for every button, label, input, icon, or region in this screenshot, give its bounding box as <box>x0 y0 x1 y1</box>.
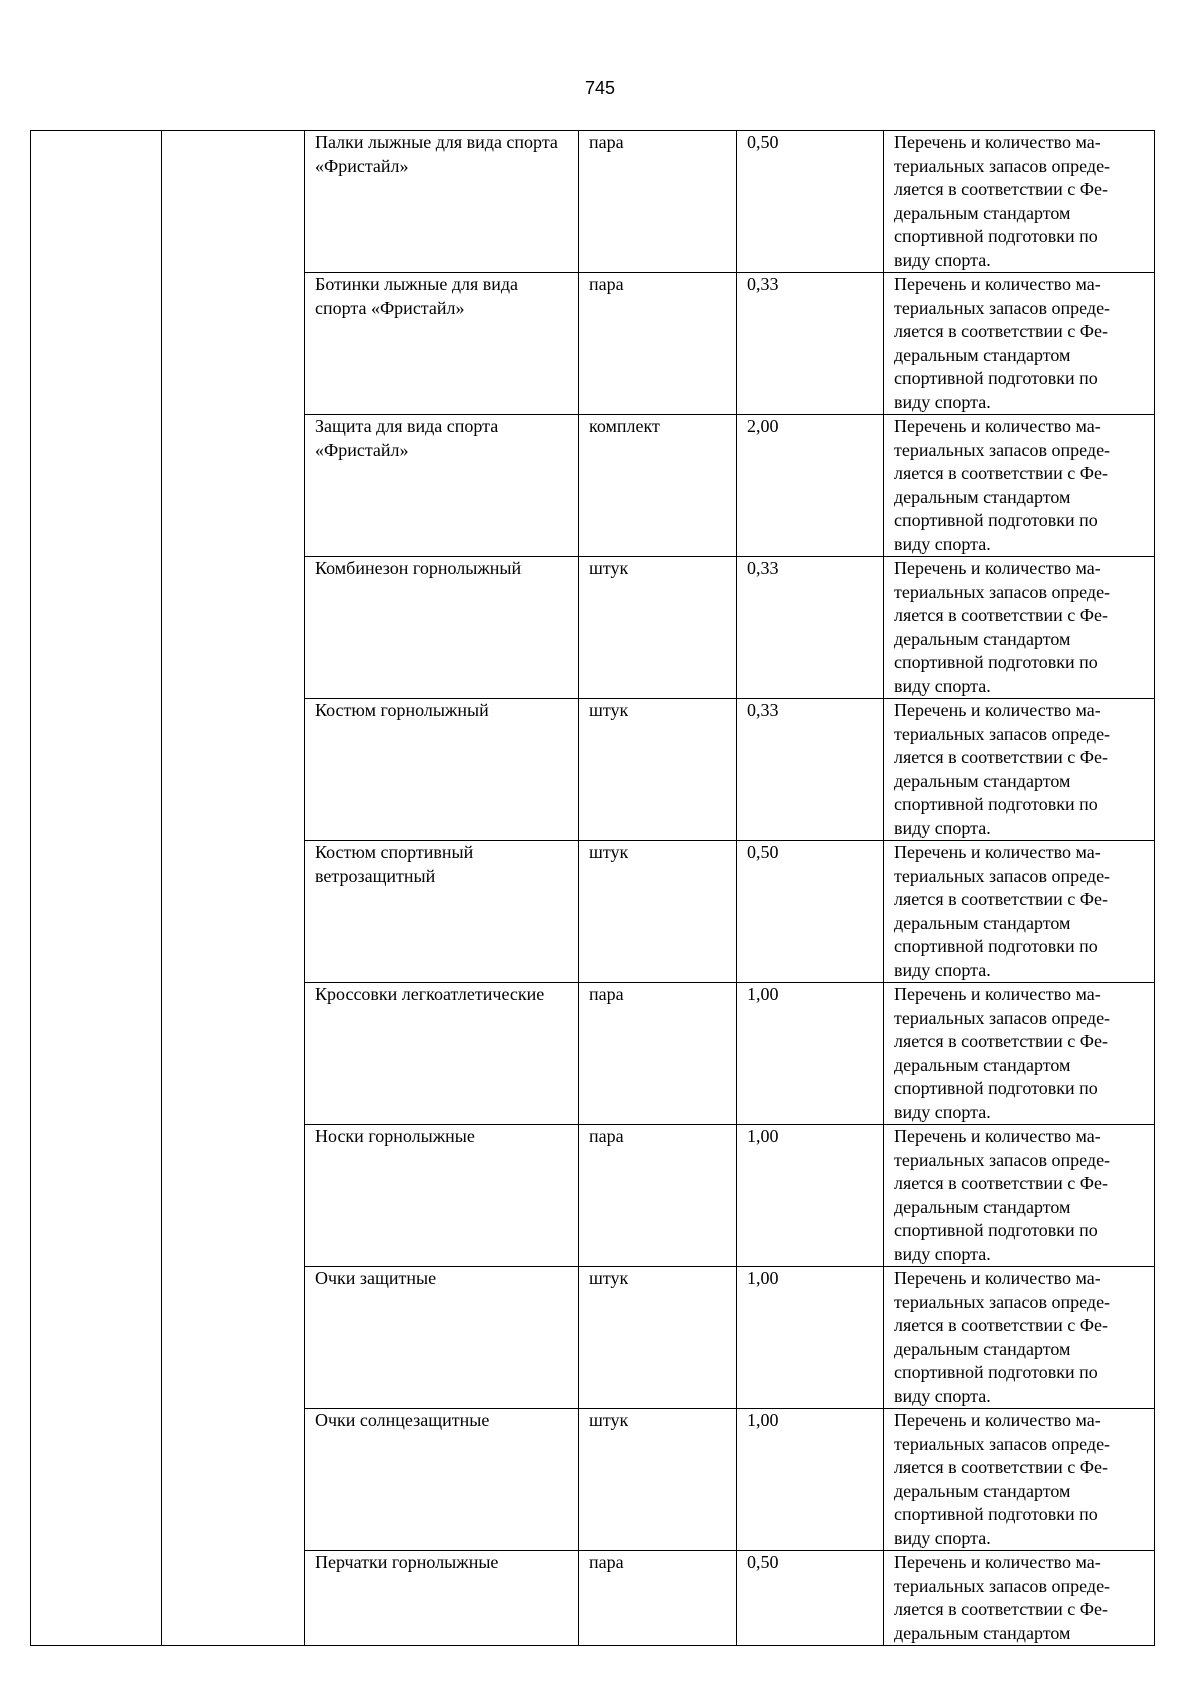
note-text: Перечень и количество ма- териальных запасов опреде- ляется в соответствии с Фе- деральным стандартом спортивной подготовки по виду спорта. <box>894 132 1111 270</box>
quantity-cell: 0,33 <box>737 273 884 415</box>
unit-cell: штук <box>579 1267 737 1409</box>
unit-cell: пара <box>579 131 737 273</box>
quantity-cell: 1,00 <box>737 983 884 1125</box>
quantity-cell: 0,50 <box>737 841 884 983</box>
quantity-cell: 2,00 <box>737 415 884 557</box>
item-name-cell: Очки защитные <box>305 1267 579 1409</box>
note-cell <box>884 1409 1155 1551</box>
item-name-cell: Костюм спортивный ветрозащитный <box>305 841 579 983</box>
item-name-cell: Палки лыжные для вида спорта «Фристайл» <box>305 131 579 273</box>
quantity-cell: 1,00 <box>737 1267 884 1409</box>
page-number: 745 <box>584 78 616 98</box>
note-cell <box>884 699 1155 841</box>
note-cell <box>884 1267 1155 1409</box>
note-cell <box>884 131 1155 273</box>
quantity-cell: 0,50 <box>737 1551 884 1646</box>
table-row <box>31 131 1155 273</box>
note-text: Перечень и количество ма- териальных запасов опреде- ляется в соответствии с Фе- деральным стандартом спортивной подготовки по виду спорта. <box>894 416 1111 554</box>
quantity-cell: 1,00 <box>737 1125 884 1267</box>
note-text: Перечень и количество ма- териальных запасов опреде- ляется в соответствии с Фе- деральным стандартом спортивной подготовки по виду спорта. <box>894 700 1111 838</box>
unit-cell: пара <box>579 1125 737 1267</box>
unit-cell: штук <box>579 1409 737 1551</box>
note-text: Перечень и количество ма- териальных запасов опреде- ляется в соответствии с Фе- деральным стандартом спортивной подготовки по виду спорта. <box>894 558 1111 696</box>
note-cell <box>884 841 1155 983</box>
item-name-cell: Перчатки горнолыжные <box>305 1551 579 1646</box>
unit-cell: пара <box>579 1551 737 1646</box>
unit-cell: пара <box>579 983 737 1125</box>
unit-cell: комплект <box>579 415 737 557</box>
note-cell <box>884 1551 1155 1646</box>
note-cell <box>884 415 1155 557</box>
table-body <box>31 131 1155 1646</box>
merged-cell-col2 <box>162 131 305 1646</box>
unit-cell: пара <box>579 273 737 415</box>
unit-cell: штук <box>579 557 737 699</box>
note-cell <box>884 983 1155 1125</box>
item-name-cell: Кроссовки легкоатлетические <box>305 983 579 1125</box>
unit-cell: штук <box>579 699 737 841</box>
merged-cell-col1 <box>31 131 162 1646</box>
quantity-cell: 0,50 <box>737 131 884 273</box>
note-text: Перечень и количество ма- териальных запасов опреде- ляется в соответствии с Фе- деральным стандартом <box>894 1552 1111 1643</box>
item-name-cell: Костюм горнолыжный <box>305 699 579 841</box>
item-name-cell: Защита для вида спорта «Фристайл» <box>305 415 579 557</box>
item-name-cell: Носки горнолыжные <box>305 1125 579 1267</box>
note-text: Перечень и количество ма- териальных запасов опреде- ляется в соответствии с Фе- деральным стандартом спортивной подготовки по виду спорта. <box>894 1126 1111 1264</box>
note-cell <box>884 273 1155 415</box>
quantity-cell: 0,33 <box>737 557 884 699</box>
note-cell <box>884 1125 1155 1267</box>
note-text: Перечень и количество ма- териальных запасов опреде- ляется в соответствии с Фе- деральным стандартом спортивной подготовки по виду спорта. <box>894 842 1111 980</box>
quantity-cell: 0,33 <box>737 699 884 841</box>
unit-cell: штук <box>579 841 737 983</box>
note-text: Перечень и количество ма- териальных запасов опреде- ляется в соответствии с Фе- деральным стандартом спортивной подготовки по виду спорта. <box>894 1410 1111 1548</box>
equipment-table <box>30 130 1155 1646</box>
item-name-cell: Очки солнцезащитные <box>305 1409 579 1551</box>
note-cell <box>884 557 1155 699</box>
item-name-cell: Ботинки лыжные для вида спорта «Фристайл» <box>305 273 579 415</box>
note-text: Перечень и количество ма- териальных запасов опреде- ляется в соответствии с Фе- деральным стандартом спортивной подготовки по виду спорта. <box>894 1268 1111 1406</box>
note-text: Перечень и количество ма- териальных запасов опреде- ляется в соответствии с Фе- деральным стандартом спортивной подготовки по виду спорта. <box>894 274 1111 412</box>
item-name-cell: Комбинезон горнолыжный <box>305 557 579 699</box>
quantity-cell: 1,00 <box>737 1409 884 1551</box>
note-text: Перечень и количество ма- териальных запасов опреде- ляется в соответствии с Фе- деральным стандартом спортивной подготовки по виду спорта. <box>894 984 1111 1122</box>
